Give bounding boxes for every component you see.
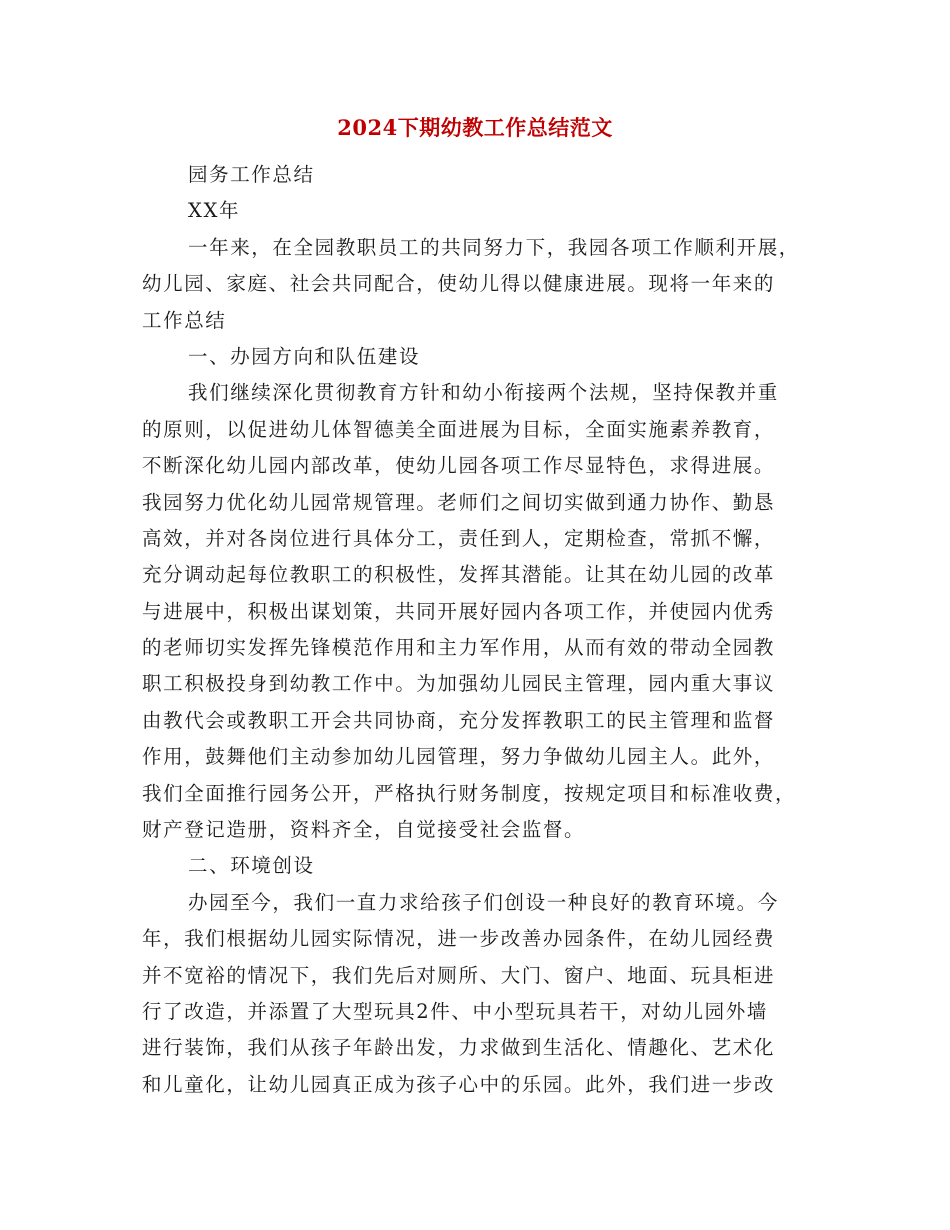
text-line: 高效，并对各岗位进行具体分工，责任到人，定期检查，常抓不懈， (142, 526, 776, 550)
text-line: 职工积极投身到幼教工作中。为加强幼儿园民主管理，园内重大事议 (142, 672, 776, 696)
text-line: 工作总结 (142, 308, 227, 332)
text-line: 的原则，以促进幼儿体智德美全面进展为目标，全面实施素养教育， (142, 417, 776, 441)
document-title: 2024下期幼教工作总结范文 (337, 115, 613, 140)
text-line: 的老师切实发挥先锋模范作用和主力军作用，从而有效的带动全园教 (142, 636, 776, 660)
text-line: 并不宽裕的情况下，我们先后对厕所、大门、窗户、地面、玩具柜进 (142, 963, 776, 987)
text-line: 行了改造，并添置了大型玩具2件、中小型玩具若干，对幼儿园外墙 (142, 999, 768, 1023)
text-line: XX年 (188, 199, 241, 223)
text-line: 我们全面推行园务公开，严格执行财务制度，按规定项目和标准收费， (142, 781, 797, 805)
text-line: 和儿童化，让幼儿园真正成为孩子心中的乐园。此外，我们进一步改 (142, 1072, 776, 1096)
text-line: 年，我们根据幼儿园实际情况，进一步改善办园条件，在幼儿园经费 (142, 927, 776, 951)
text-line: 不断深化幼儿园内部改革，使幼儿园各项工作尽显特色，求得进展。 (142, 454, 776, 478)
text-line: 由教代会或教职工开会共同协商，充分发挥教职工的民主管理和监督 (142, 708, 776, 732)
text-line: 我们继续深化贯彻教育方针和幼小衔接两个法规，坚持保教并重 (188, 381, 779, 405)
text-line: 幼儿园、家庭、社会共同配合，使幼儿得以健康进展。现将一年来的 (142, 272, 776, 296)
text-line: 作用，鼓舞他们主动参加幼儿园管理，努力争做幼儿园主人。此外， (142, 745, 776, 769)
text-line: 园务工作总结 (188, 163, 315, 186)
text-line: 一年来，在全园教职员工的共同努力下，我园各项工作顺利开展， (188, 235, 800, 259)
text-line: 与进展中，积极出谋划策，共同开展好园内各项工作，并使园内优秀 (142, 599, 776, 623)
section-heading: 一、办园方向和队伍建设 (188, 344, 421, 368)
text-line: 进行装饰，我们从孩子年龄出发，力求做到生活化、情趣化、艺术化 (142, 1036, 776, 1060)
document-body (142, 157, 812, 1103)
section-heading: 二、环境创设 (188, 854, 315, 878)
text-line: 充分调动起每位教职工的积极性，发挥其潜能。让其在幼儿园的改革 (142, 563, 776, 587)
text-line: 办园至今，我们一直力求给孩子们创设一种良好的教育环境。今 (188, 890, 779, 914)
text-line: 财产登记造册，资料齐全，自觉接受社会监督。 (142, 818, 586, 842)
text-line: 我园努力优化幼儿园常规管理。老师们之间切实做到通力协作、勤恳 (142, 490, 776, 514)
